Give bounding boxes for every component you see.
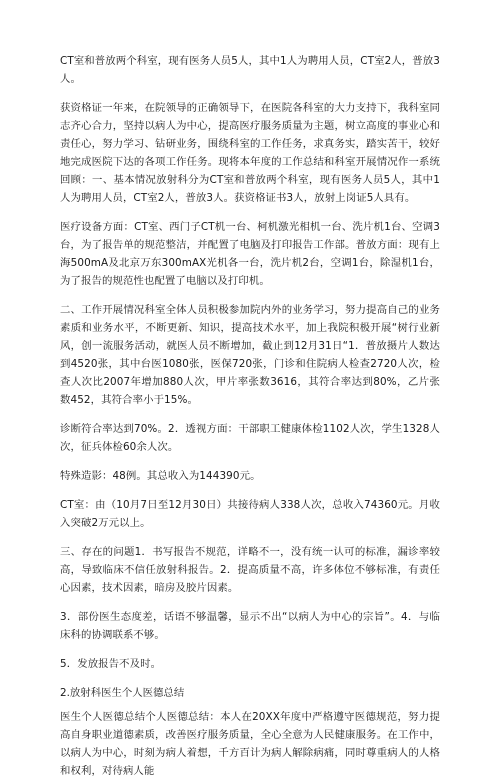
paragraph-annual-summary: 获资格证一年来，在院领导的正确领导下，在医院各科室的大力支持下，我科室同志齐心合力，坚持以病人为中心，提高医疗服务质量为主题，树立高度的事业心和责任心，努力学习、钻研业务，围绕科室的工作任务，求真务实，踏实苦干，较好地完成医院下达的各项工作任务。现将本年度的工作总结和科室开展情况作一系统回顾：一、基本情况放射科分为CT室和普放两个科室，现有医务人员5人，其中1人为聘用人员，CT室2人，普放3人。获资格证书3人，放射上岗证5人具有。 <box>60 102 440 204</box>
paragraph-ct-room: CT室：由（10月7日至12月30日）共接待病人338人次，总收入74360元。月收入突破2万元以上。 <box>60 499 440 529</box>
paragraph-special-imaging: 特殊造影：48例。其总收入为144390元。 <box>60 470 261 482</box>
paragraph-diagnosis-rate: 诊断符合率达到70%。2．透视方面：干部职工健康体检1102人次，学生1328人次，征兵体检60余人次。 <box>60 423 440 453</box>
paragraph-staff-overview: CT室和普放两个科室，现有医务人员5人，其中1人为聘用人员，CT室2人，普放3人。 <box>60 55 440 85</box>
paragraph-attitude: 3．部份医生态度差，话语不够温馨，显示不出“以病人为中心的宗旨”。4．与临床科的协调联系不够。 <box>60 611 440 641</box>
paragraph-reports: 5．发放报告不及时。 <box>60 658 162 670</box>
section-heading: 2.放射科医生个人医德总结 <box>60 687 185 699</box>
paragraph-equipment: 医疗设备方面：CT室、西门子CT机一台、柯机激光相机一台、洗片机1台、空调3台，为了报告单的规范整洁，并配置了电脑及打印报告工作部。普放方面：现有上海500mA及北京万东300mAX光机各一台，洗片机2台，空调1台，除湿机1台，为了报告的规范性也配置了电脑以及打印机。 <box>60 221 440 287</box>
paragraph-problems: 三、存在的问题1．书写报告不规范，详略不一，没有统一认可的标准，漏诊率较高，导致临床不信任放射科报告。2．提高质量不高，许多体位不够标准，有责任心因素，技术因素，暗房及胶片因素。 <box>60 546 440 594</box>
paragraph-medical-ethics: 医生个人医德总结个人医德总结：本人在20XX年度中严格遵守医德规范，努力提高自身职业道德素质，改善医疗服务质量，全心全意为人民健康服务。在工作中，以病人为中心，时刻为病人着想，千方百计为病人解除病痛，同时尊重病人的人格和权利，对待病人能 <box>60 711 440 777</box>
paragraph-work-progress: 二、工作开展情况科室全体人员积极参加院内外的业务学习，努力提高自己的业务素质和业务水平，不断更新、知识，提高技术水平，加上我院积极开展“树行业新风，创一流服务活动，就医人员不断增加，截止到12月31日“1．普放摄片人数达到4520张，其中台医1080张，医保720张，门诊和住院病人检查2720人次，检查人次比2007年增加880人次，甲片率张数3616，其符合率达到80%，乙片张数452，其符合率小于15%。 <box>60 304 440 406</box>
